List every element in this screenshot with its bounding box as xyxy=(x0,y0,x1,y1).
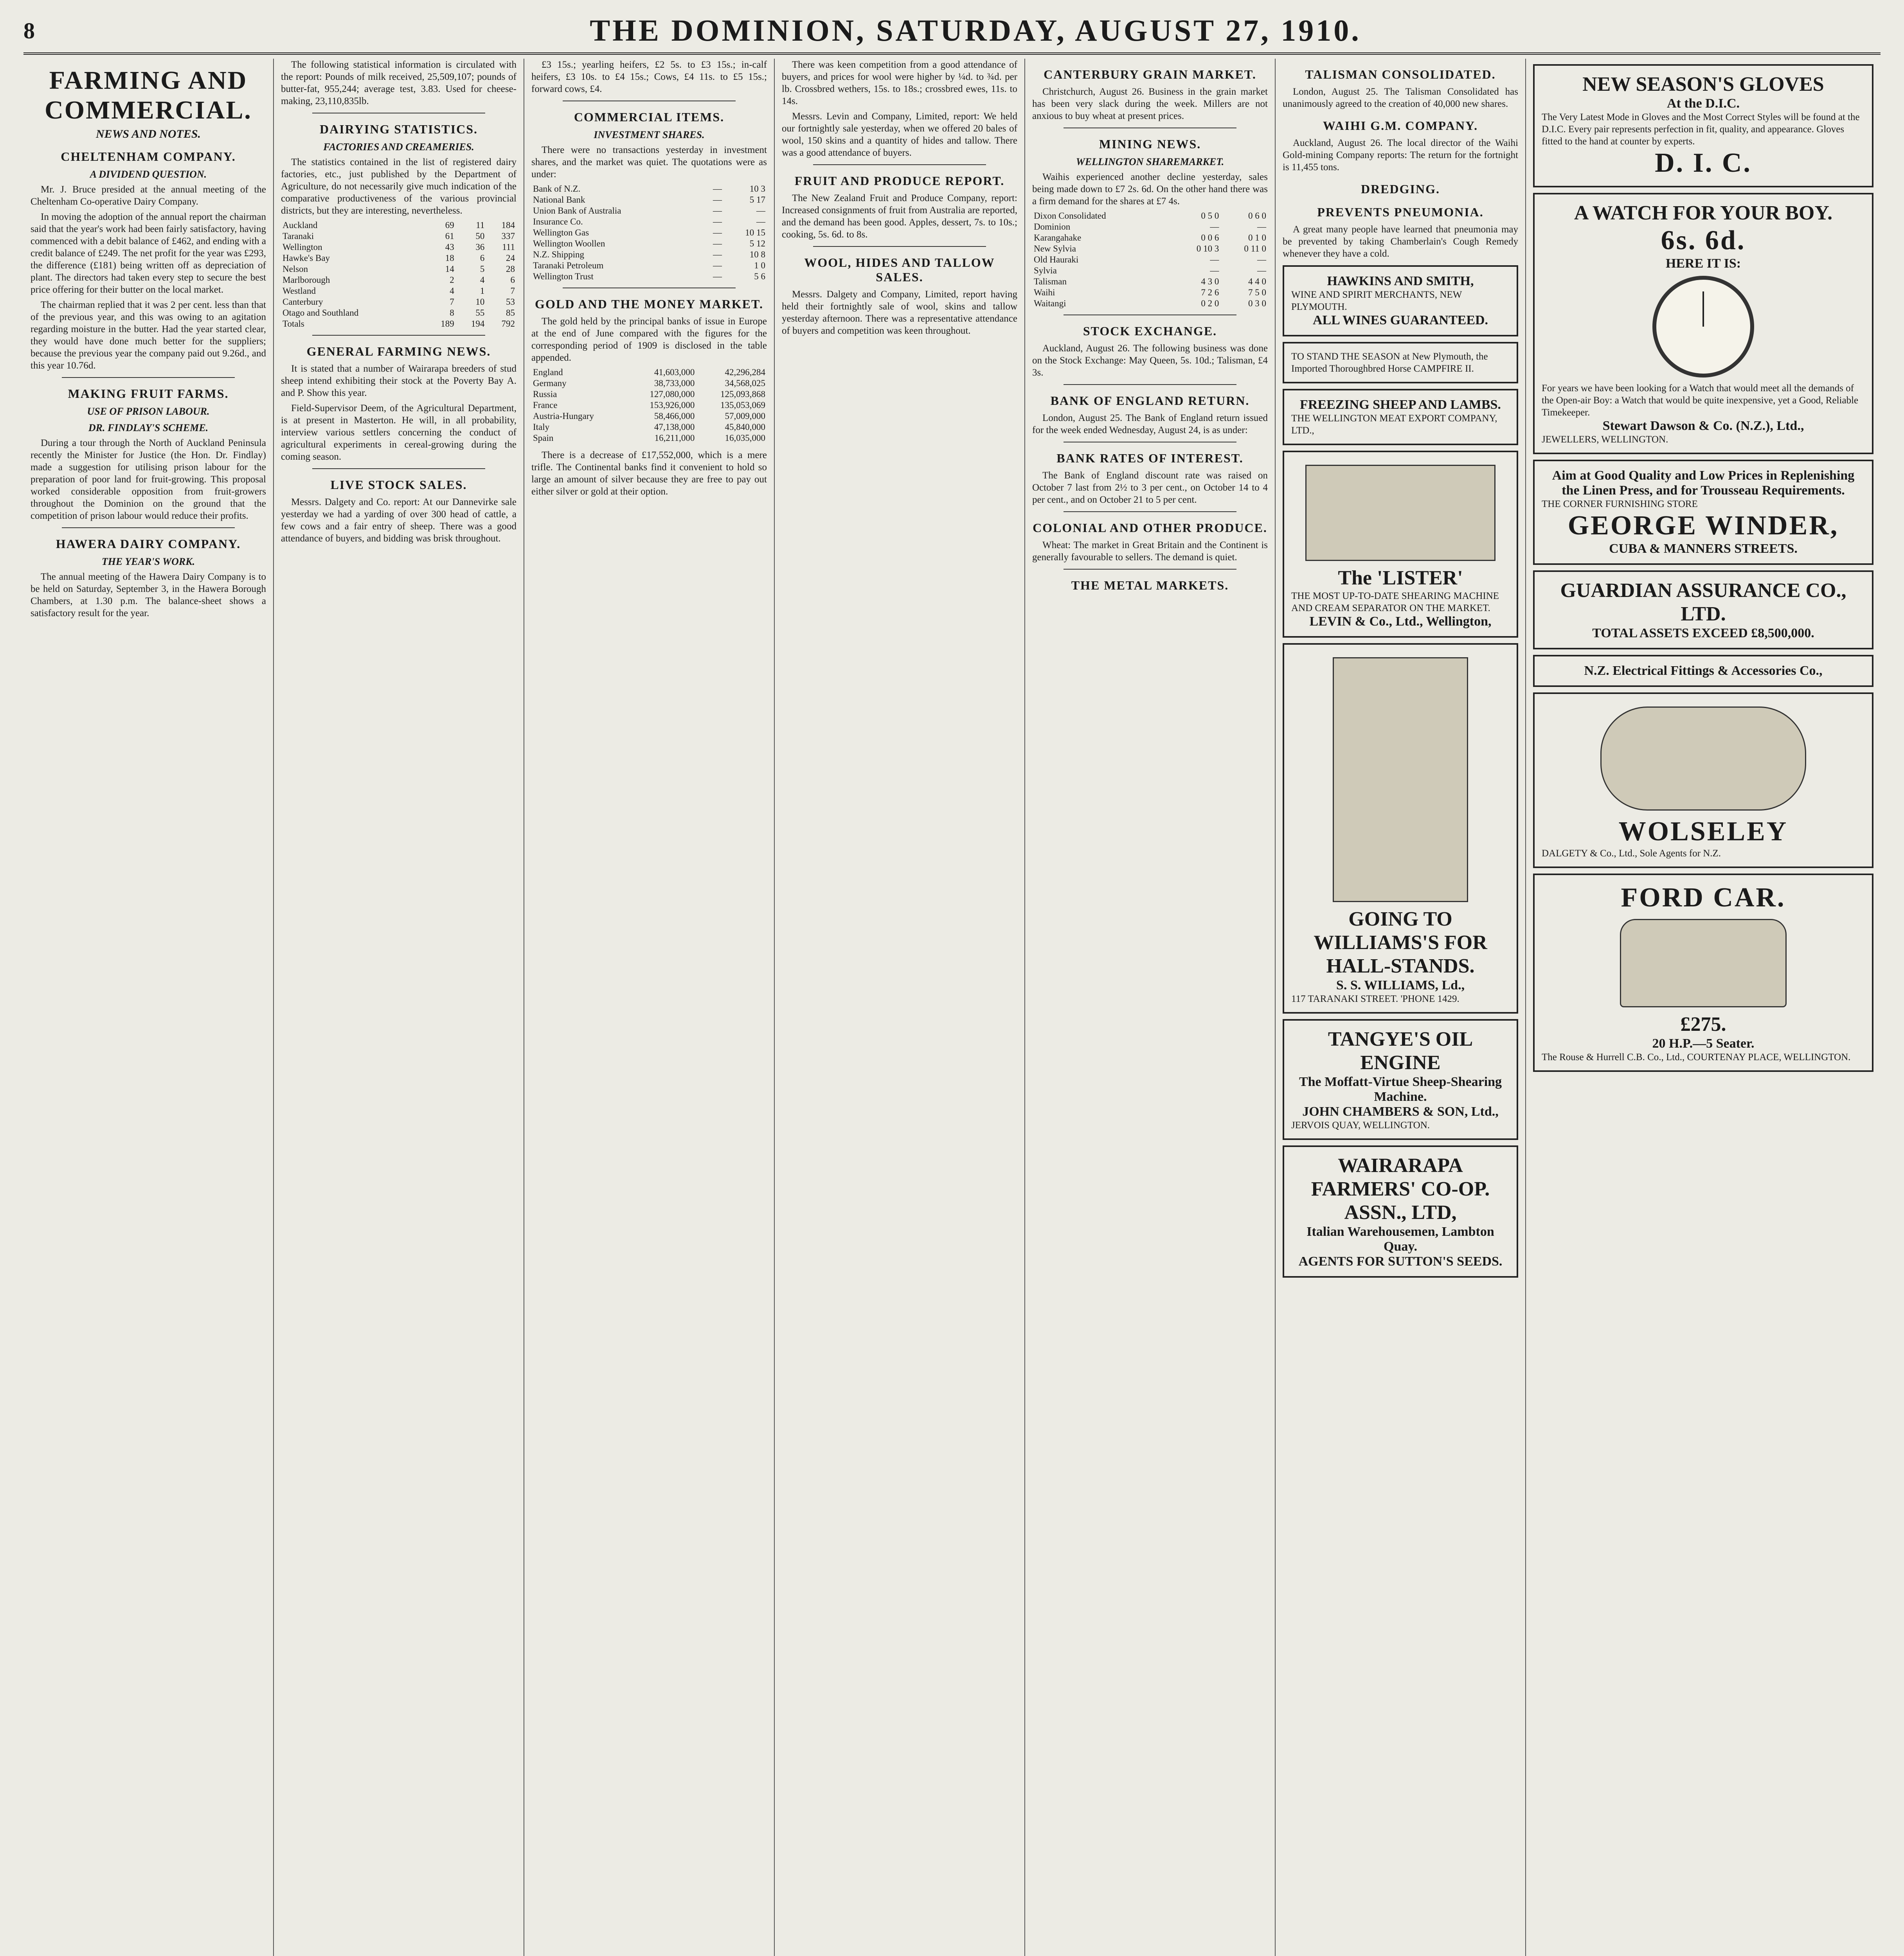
table-row xyxy=(531,216,767,227)
column-5 xyxy=(1025,59,1276,1956)
car-icon xyxy=(1620,919,1787,1007)
shares-table xyxy=(531,183,767,282)
table-cell: 2 xyxy=(450,275,454,285)
table-cell: Otago and Southland xyxy=(283,308,359,318)
heading-gold: GOLD AND THE MONEY MARKET. xyxy=(535,297,763,311)
meat-export-ad xyxy=(1283,389,1518,445)
table-cell: England xyxy=(533,367,563,377)
table-cell: Wellington Gas xyxy=(533,228,589,237)
table-cell: 6 xyxy=(480,253,485,263)
ad-heading: HAWKINS AND SMITH, xyxy=(1327,274,1474,288)
divider xyxy=(813,246,986,247)
tangye-engine-ad xyxy=(1283,1019,1518,1140)
ad-text: The Very Latest Mode in Gloves and the Most Correct Styles will be found at the D.I.C. Every pair represents perfection in fit, quality, and appearance. Gloves fitted to the hand at counter by experts. xyxy=(1542,112,1860,147)
column-7 xyxy=(1526,59,1881,1956)
table-cell: Taranaki xyxy=(283,231,314,241)
table-cell: 111 xyxy=(502,242,515,252)
table-cell: Dominion xyxy=(1034,222,1071,232)
table-cell: — xyxy=(713,217,722,227)
heading-metal-markets: THE METAL MARKETS. xyxy=(1071,578,1229,592)
table-cell: 194 xyxy=(471,319,485,329)
ad-heading: FORD CAR. xyxy=(1621,883,1786,913)
heading-bank-return: BANK OF ENGLAND RETURN. xyxy=(1050,394,1250,408)
article-text: A great many people have learned that pneumonia may be prevented by taking Chamberlain's Cough Remedy whenever they have a cold. xyxy=(1283,224,1518,259)
article-text: The following statistical information is circulated with the report: Pounds of milk received, 25,509,107; pounds of butter-fat, 955,244; average test, 3.83. Used for cheese-making, 23,110,835lb. xyxy=(281,59,516,106)
table-cell: — xyxy=(1210,266,1219,275)
article-text: There were no transactions yesterday in investment shares, and the market was quiet. The quotations were as under: xyxy=(531,145,767,180)
heading-pneumonia: PREVENTS PNEUMONIA. xyxy=(1317,205,1484,219)
table-cell: Germany xyxy=(533,378,567,388)
lister-ad xyxy=(1283,451,1518,638)
table-cell: 5 12 xyxy=(749,239,765,248)
heading-bank-rates: BANK RATES OF INTEREST. xyxy=(1056,451,1244,465)
table-row xyxy=(531,433,767,444)
heading-colonial-produce: COLONIAL AND OTHER PRODUCE. xyxy=(1033,521,1267,535)
column-3 xyxy=(524,59,775,1956)
table-cell: 47,138,000 xyxy=(654,422,695,432)
table-row xyxy=(531,422,767,433)
stud-horse-ad xyxy=(1283,342,1518,383)
table-cell: Totals xyxy=(283,319,304,329)
table-row xyxy=(1032,298,1268,309)
article-text: The chairman replied that it was 2 per cent. less than that of the previous year, and this was owing to an agitation regarding moisture in the butter. Had the year started clear, they would have done much better for the suppliers; because the previous year the company paid out 9.26d., and this year 10.76d. xyxy=(31,300,266,371)
article-text: The Bank of England discount rate was raised on October 7 last from 2½ to 3 per cent., on October 14 to 4 per cent., and on October 21 to 5 per cent. xyxy=(1032,470,1268,505)
column-1 xyxy=(23,59,274,1956)
table-row xyxy=(1032,254,1268,265)
ad-heading: FREEZING SHEEP AND LAMBS. xyxy=(1300,397,1501,412)
article-text: The New Zealand Fruit and Produce Company, report: Increased consignments of fruit from Australia are reported, and the demand has been good. Apples, dessert, 7s. to 10s.; cooking, 5s. 6d. to 8s. xyxy=(782,193,1017,240)
table-row xyxy=(531,389,767,400)
table-cell: Hawke's Bay xyxy=(283,253,330,263)
section-title: FARMING AND COMMERCIAL. xyxy=(45,66,252,124)
table-row xyxy=(531,227,767,238)
linen-ad xyxy=(1533,460,1873,565)
table-cell: 0 2 0 xyxy=(1201,298,1219,308)
table-cell: 1 xyxy=(480,286,485,296)
dic-gloves-ad xyxy=(1533,64,1873,187)
table-row xyxy=(281,275,516,286)
table-cell: Dixon Consolidated xyxy=(1034,211,1106,221)
ad-address: JEWELLERS, WELLINGTON. xyxy=(1542,434,1668,445)
table-cell: — xyxy=(756,217,765,227)
heading-fruit-farms: MAKING FRUIT FARMS. xyxy=(68,387,229,401)
table-cell: 10 8 xyxy=(749,250,765,259)
table-cell: 0 0 6 xyxy=(1201,233,1219,243)
table-row xyxy=(531,367,767,378)
table-row xyxy=(281,231,516,242)
table-cell: — xyxy=(713,250,722,259)
table-cell: Wellington Trust xyxy=(533,271,594,281)
table-row xyxy=(1032,287,1268,298)
table-cell: Spain xyxy=(533,433,554,443)
table-cell: 337 xyxy=(501,231,515,241)
heading-findlay: DR. FINDLAY'S SCHEME. xyxy=(88,422,209,433)
article-text: Messrs. Dalgety and Co. report: At our Dannevirke sale yesterday we had a yarding of over 300 head of cattle, a few cows and a fair entry of sheep. There was a good attendance of buyers, and bidding was brisk throughout. xyxy=(281,497,516,544)
hawkins-smith-ad xyxy=(1283,265,1518,336)
table-cell: 50 xyxy=(475,231,485,241)
article-text: Christchurch, August 26. Business in the grain market has been very slack during the week. Millers are not anxious to buy wheat at present prices. xyxy=(1032,86,1268,121)
ad-price: £275. xyxy=(1680,1013,1726,1036)
page-number: 8 xyxy=(23,18,35,43)
table-cell: 38,733,000 xyxy=(654,378,695,388)
ad-company: S. S. WILLIAMS, Ld., xyxy=(1336,978,1465,992)
article-text: Auckland, August 26. The following business was done on the Stock Exchange: May Queen, 5s. 10d.; Talisman, £4 3s. xyxy=(1032,343,1268,378)
table-cell: 58,466,000 xyxy=(654,411,695,421)
table-cell: — xyxy=(713,239,722,248)
table-cell: 16,211,000 xyxy=(654,433,695,443)
article-text: London, August 25. The Talisman Consolidated has unanimously agreed to the creation of 40,000 new shares. xyxy=(1283,86,1518,109)
section-subtitle: NEWS AND NOTES. xyxy=(95,128,201,140)
table-cell: 41,603,000 xyxy=(654,367,695,377)
sheep-icon xyxy=(1600,707,1806,811)
table-cell: 34,568,025 xyxy=(725,378,765,388)
column-4 xyxy=(775,59,1025,1956)
heading-investment: INVESTMENT SHARES. xyxy=(594,129,705,140)
table-cell: 1 0 xyxy=(754,261,765,270)
ad-brand: D. I. C. xyxy=(1655,148,1752,178)
table-cell: Insurance Co. xyxy=(533,217,583,227)
ad-subheading: The Moffatt-Virtue Sheep-Shearing Machine. xyxy=(1299,1075,1502,1104)
table-cell: 5 17 xyxy=(749,195,765,205)
ad-tagline: ALL WINES GUARANTEED. xyxy=(1312,313,1488,327)
table-cell: — xyxy=(713,261,722,270)
table-cell: — xyxy=(1210,222,1219,232)
table-cell: Karangahake xyxy=(1034,233,1082,243)
ad-heading: A WATCH FOR YOUR BOY. xyxy=(1574,202,1833,224)
table-row xyxy=(281,264,516,275)
ad-subheading: HERE IT IS: xyxy=(1665,256,1741,271)
table-cell: France xyxy=(533,400,558,410)
ad-heading: Aim at Good Quality and Low Prices in Replenishing the Linen Press, and for Trousseau Requirements. xyxy=(1552,468,1855,498)
table-cell: 69 xyxy=(445,220,454,230)
table-row xyxy=(531,260,767,271)
table-cell: Russia xyxy=(533,389,557,399)
table-cell: Wellington Woollen xyxy=(533,239,605,248)
table-cell: 0 10 3 xyxy=(1196,244,1219,253)
article-text: It is stated that a number of Wairarapa breeders of stud sheep intend exhibiting their stock at the Poverty Bay A. and P. Show this year. xyxy=(281,363,516,398)
heading-year-work: THE YEAR'S WORK. xyxy=(101,556,195,567)
pocket-watch-icon xyxy=(1652,276,1754,378)
wairarapa-ad xyxy=(1283,1145,1518,1278)
table-cell: Talisman xyxy=(1034,277,1067,286)
article-text: £3 15s.; yearling heifers, £2 5s. to £3 15s.; in-calf heifers, £3 10s. to £4 15s.; Cows, £4 11s. to £5 15s.; forward cows, £4. xyxy=(531,59,767,94)
newspaper-title: THE DOMINION, SATURDAY, AUGUST 27, 1910. xyxy=(590,13,1361,47)
table-cell: 16,035,000 xyxy=(725,433,765,443)
table-cell: 7 xyxy=(510,286,515,296)
table-cell: — xyxy=(1210,255,1219,264)
table-cell: 0 1 0 xyxy=(1248,233,1266,243)
williams-hallstands-ad xyxy=(1283,643,1518,1014)
table-cell: 11 xyxy=(476,220,485,230)
table-cell: 125,093,868 xyxy=(720,389,765,399)
ad-text: For years we have been looking for a Watch that would meet all the demands of the Open-air Boy: a Watch that would be quite inexpensive, yet a Good, Reliable Timekeeper. xyxy=(1542,383,1859,418)
table-cell: 0 6 0 xyxy=(1248,211,1266,221)
table-cell: 127,080,000 xyxy=(650,389,695,399)
table-cell: 85 xyxy=(506,308,515,318)
table-row xyxy=(531,205,767,216)
table-row xyxy=(1032,265,1268,276)
table-cell: Sylvia xyxy=(1034,266,1057,275)
divider xyxy=(1064,511,1236,512)
article-text: Messrs. Levin and Company, Limited, report: We held our fortnightly sale yesterday, when we offered 20 bales of wool, 150 skins and a quantity of hides and tallow. There was a good attendance of buyers. xyxy=(782,111,1017,158)
table-cell: — xyxy=(713,228,722,237)
gold-table xyxy=(531,367,767,444)
table-cell: N.Z. Shipping xyxy=(533,250,584,259)
table-cell: — xyxy=(713,206,722,216)
article-text: Waihis experienced another decline yesterday, sales being made down to £7 2s. 6d. On the other hand there was a firm demand for the shares at £7 4s. xyxy=(1032,172,1268,207)
ad-heading: The 'LISTER' xyxy=(1338,567,1463,589)
table-cell: Union Bank of Australia xyxy=(533,206,621,216)
table-cell: — xyxy=(1257,255,1266,264)
table-row xyxy=(531,271,767,282)
table-cell: 10 3 xyxy=(749,184,765,194)
table-row xyxy=(1032,276,1268,287)
table-cell: 42,296,284 xyxy=(725,367,765,377)
table-cell: 7 2 6 xyxy=(1201,288,1219,297)
divider xyxy=(1064,384,1236,385)
table-row xyxy=(531,411,767,422)
table-cell: Italy xyxy=(533,422,550,432)
ad-subheading: 20 H.P.—5 Seater. xyxy=(1652,1036,1755,1051)
table-cell: Taranaki Petroleum xyxy=(533,261,604,270)
table-cell: National Bank xyxy=(533,195,585,205)
table-cell: — xyxy=(713,184,722,194)
table-row xyxy=(281,297,516,307)
heading-factories: FACTORIES AND CREAMERIES. xyxy=(323,141,474,153)
table-cell: 10 15 xyxy=(745,228,765,237)
ad-text: THE CORNER FURNISHING STORE xyxy=(1542,499,1698,509)
ad-text: THE MOST UP-TO-DATE SHEARING MACHINE AND CREAM SEPARATOR ON THE MARKET. xyxy=(1291,591,1499,613)
table-cell: Wellington xyxy=(283,242,322,252)
guardian-ad xyxy=(1533,570,1873,649)
table-cell: 53 xyxy=(506,297,515,307)
shearing-machine-icon xyxy=(1305,465,1495,561)
table-row xyxy=(531,183,767,194)
watch-ad xyxy=(1533,193,1873,454)
table-cell: Canterbury xyxy=(283,297,323,307)
heading-wool-sales: WOOL, HIDES AND TALLOW SALES. xyxy=(804,255,995,284)
table-cell: 61 xyxy=(445,231,454,241)
ad-subheading: TOTAL ASSETS EXCEED £8,500,000. xyxy=(1592,626,1814,640)
article-text: Auckland, August 26. The local director of the Waihi Gold-mining Company reports: The return for the fortnight is 11,455 tons. xyxy=(1283,138,1518,173)
table-cell: 4 xyxy=(450,286,454,296)
table-cell: — xyxy=(1257,266,1266,275)
table-cell: — xyxy=(1257,222,1266,232)
ad-address: The Rouse & Hurrell C.B. Co., Ltd., COURTENAY PLACE, WELLINGTON. xyxy=(1542,1052,1851,1062)
table-cell: 24 xyxy=(506,253,515,263)
table-row xyxy=(1032,243,1268,254)
table-cell: 0 3 0 xyxy=(1248,298,1266,308)
heading-cheltenham: CHELTENHAM COMPANY. xyxy=(61,149,236,164)
table-cell: 4 xyxy=(480,275,485,285)
table-row xyxy=(531,378,767,389)
heading-mining: MINING NEWS. xyxy=(1099,137,1201,151)
heading-dredging: DREDGING. xyxy=(1361,182,1440,196)
article-text: London, August 25. The Bank of England return issued for the week ended Wednesday, August 24, is as under: xyxy=(1032,413,1268,435)
table-row xyxy=(1032,232,1268,243)
table-row xyxy=(531,238,767,249)
table-cell: 57,009,000 xyxy=(725,411,765,421)
ad-heading: TANGYE'S OIL ENGINE xyxy=(1328,1028,1473,1074)
table-cell: 184 xyxy=(501,220,515,230)
article-text: There was keen competition from a good attendance of buyers, and prices for wool were higher by ¼d. to ¾d. per lb. Crossbred wethers, 15s. to 18s.; crossbred ewes, 11s. to 14s. xyxy=(782,59,1017,106)
ad-tagline: AGENTS FOR SUTTON'S SEEDS. xyxy=(1298,1254,1503,1269)
ad-address: CUBA & MANNERS STREETS. xyxy=(1609,541,1798,556)
table-cell: — xyxy=(713,195,722,205)
ad-address: 117 TARANAKI STREET. 'PHONE 1429. xyxy=(1291,994,1459,1004)
ad-address: JERVOIS QUAY, WELLINGTON. xyxy=(1291,1120,1430,1131)
heading-prison-labour: USE OF PRISON LABOUR. xyxy=(87,406,210,417)
heading-sharemarket: WELLINGTON SHAREMARKET. xyxy=(1076,156,1224,167)
ad-text: WINE AND SPIRIT MERCHANTS, NEW PLYMOUTH. xyxy=(1291,289,1462,312)
table-cell: 7 xyxy=(450,297,454,307)
table-row xyxy=(281,253,516,264)
table-cell: 792 xyxy=(501,319,515,329)
table-cell: 153,926,000 xyxy=(650,400,695,410)
table-cell: 7 5 0 xyxy=(1248,288,1266,297)
masthead xyxy=(23,9,1881,55)
heading-live-stock: LIVE STOCK SALES. xyxy=(330,478,467,492)
table-cell: 8 xyxy=(450,308,454,318)
table-cell: 0 5 0 xyxy=(1201,211,1219,221)
table-row xyxy=(1032,210,1268,221)
table-row xyxy=(281,318,516,329)
ad-heading: WOLSELEY xyxy=(1618,816,1788,847)
table-cell: — xyxy=(713,271,722,281)
table-cell: Nelson xyxy=(283,264,308,274)
electrical-ad xyxy=(1533,655,1873,687)
heading-waihi: WAIHI G.M. COMPANY. xyxy=(1323,119,1478,133)
ad-heading: GUARDIAN ASSURANCE CO., LTD. xyxy=(1560,579,1846,625)
hall-stand-icon xyxy=(1333,657,1468,902)
table-cell: 6 xyxy=(510,275,515,285)
heading-commercial: COMMERCIAL ITEMS. xyxy=(574,110,725,124)
ad-heading: NEW SEASON'S GLOVES xyxy=(1582,73,1824,95)
table-cell: Bank of N.Z. xyxy=(533,184,581,194)
factories-table xyxy=(281,220,516,329)
article-text: In moving the adoption of the annual report the chairman said that the year's work had been fairly satisfactory, having commenced with a debit balance of £462, and ending with a credit balance of £249. The net profit for the year was £293, the difference (£181) being written off as depreciation of plant. The directors had taken every step to secure the best price offering for their butter on the local market. xyxy=(31,212,266,295)
table-row xyxy=(531,400,767,411)
divider xyxy=(62,377,235,378)
table-cell: 36 xyxy=(475,242,485,252)
ad-company: LEVIN & Co., Ltd., Wellington, xyxy=(1309,614,1492,629)
ford-car-ad xyxy=(1533,874,1873,1072)
heading-dairy-stats: DAIRYING STATISTICS. xyxy=(319,122,478,136)
quotations-table xyxy=(1032,210,1268,309)
table-cell: Marlborough xyxy=(283,275,330,285)
table-row xyxy=(281,307,516,318)
ad-company: JOHN CHAMBERS & SON, Ltd., xyxy=(1302,1104,1499,1119)
table-cell: 14 xyxy=(445,264,454,274)
table-cell: 5 6 xyxy=(754,271,765,281)
table-cell: 0 11 0 xyxy=(1244,244,1266,253)
article-text: Messrs. Dalgety and Company, Limited, report having held their fortnightly sale of wool, skins and tallow yesterday afternoon. There was a representative attendance of buyers and competition was keen throughout. xyxy=(782,289,1017,336)
ad-company: Stewart Dawson & Co. (N.Z.), Ltd., xyxy=(1602,419,1804,433)
divider xyxy=(62,527,235,528)
article-text: The statistics contained in the list of registered dairy factories, etc., just published by the Department of Agriculture, do not necessarily give much indication of the comparative productiveness of the various provincial districts, but they are interesting, nevertheless. xyxy=(281,157,516,216)
table-row xyxy=(281,286,516,297)
article-text: The annual meeting of the Hawera Dairy Company is to be held on Saturday, September 3, in the Hawera Borough Chambers, at 1.30 p.m. The balance-sheet shows a satisfactory result for the year. xyxy=(31,572,266,618)
article-text: There is a decrease of £17,552,000, which is a mere trifle. The Continental banks find it convenient to hold so large an amount of silver because they are free to pay out either silver or gold at their option. xyxy=(531,450,767,497)
table-cell: 5 xyxy=(480,264,485,274)
table-row xyxy=(531,249,767,260)
table-cell: 43 xyxy=(445,242,454,252)
ad-text: THE WELLINGTON MEAT EXPORT COMPANY, LTD., xyxy=(1291,413,1497,436)
heading-hawera: HAWERA DAIRY COMPANY. xyxy=(56,537,241,551)
table-cell: Waihi xyxy=(1034,288,1055,297)
ad-price: 6s. 6d. xyxy=(1661,225,1746,255)
divider xyxy=(813,164,986,165)
table-cell: Old Hauraki xyxy=(1034,255,1079,264)
table-cell: 45,840,000 xyxy=(725,422,765,432)
table-cell: 10 xyxy=(475,297,485,307)
heading-talisman: TALISMAN CONSOLIDATED. xyxy=(1305,67,1496,81)
table-cell: 28 xyxy=(506,264,515,274)
columns xyxy=(23,59,1881,1956)
ad-heading: WAIRARAPA FARMERS' CO-OP. ASSN., LTD, xyxy=(1311,1154,1490,1224)
table-cell: 135,053,069 xyxy=(720,400,765,410)
heading-general-farming: GENERAL FARMING NEWS. xyxy=(306,344,491,358)
table-row xyxy=(1032,221,1268,232)
table-cell: Austria-Hungary xyxy=(533,411,594,421)
table-cell: New Sylvia xyxy=(1034,244,1076,253)
divider xyxy=(1064,569,1236,570)
article-text: Mr. J. Bruce presided at the annual meeting of the Cheltenham Co-operative Dairy Company. xyxy=(31,184,266,207)
ad-company: GEORGE WINDER, xyxy=(1567,511,1839,541)
column-2 xyxy=(274,59,524,1956)
table-cell: 189 xyxy=(441,319,454,329)
ad-subheading: At the D.I.C. xyxy=(1666,96,1740,111)
table-cell: 18 xyxy=(445,253,454,263)
table-cell: 4 4 0 xyxy=(1248,277,1266,286)
article-text: Field-Supervisor Deem, of the Agricultural Department, is at present in Masterton. He will, in all probability, interview various settlers concerning the conduct of agricultural experiments in cereal-growing during the coming season. xyxy=(281,403,516,462)
article-text: Wheat: The market in Great Britain and the Continent is generally favourable to sellers. The demand is quiet. xyxy=(1032,540,1268,563)
ad-subheading: Italian Warehousemen, Lambton Quay. xyxy=(1307,1224,1494,1254)
ad-text: TO STAND THE SEASON at New Plymouth, the Imported Thoroughbred Horse CAMPFIRE II. xyxy=(1291,351,1488,374)
table-cell: Auckland xyxy=(283,220,318,230)
article-text: The gold held by the principal banks of issue in Europe at the end of June compared with the figures for the corresponding period of 1909 is disclosed in the table appended. xyxy=(531,316,767,363)
ad-heading: N.Z. Electrical Fittings & Accessories Co., xyxy=(1584,663,1823,678)
divider xyxy=(312,468,485,469)
divider xyxy=(312,335,485,336)
article-text: During a tour through the North of Auckland Peninsula recently the Minister for Justice (the Hon. Dr. Findlay) made a suggestion for utilising prison labour for the preparation of poor land for fruit-growing. This proposal worked considerable opposition from fruit-growers throughout the Dominion on the ground that the competition of prison labour would reduce their profits. xyxy=(31,438,266,521)
heading-dividend: A DIVIDEND QUESTION. xyxy=(90,169,207,180)
heading-fruit-produce: FRUIT AND PRODUCE REPORT. xyxy=(794,174,1005,188)
ad-heading: GOING TO WILLIAMS'S FOR HALL-STANDS. xyxy=(1314,908,1487,977)
column-6 xyxy=(1276,59,1526,1956)
table-cell: Westland xyxy=(283,286,316,296)
table-cell: 55 xyxy=(475,308,485,318)
table-row xyxy=(281,242,516,253)
table-row xyxy=(531,194,767,205)
table-cell: 4 3 0 xyxy=(1201,277,1219,286)
heading-canterbury: CANTERBURY GRAIN MARKET. xyxy=(1044,67,1256,81)
table-row xyxy=(281,220,516,231)
table-cell: — xyxy=(756,206,765,216)
wolseley-ad xyxy=(1533,692,1873,868)
table-cell: Waitangi xyxy=(1034,298,1066,308)
ad-text: DALGETY & Co., Ltd., Sole Agents for N.Z. xyxy=(1542,848,1721,859)
heading-stock-exchange: STOCK EXCHANGE. xyxy=(1083,324,1217,338)
